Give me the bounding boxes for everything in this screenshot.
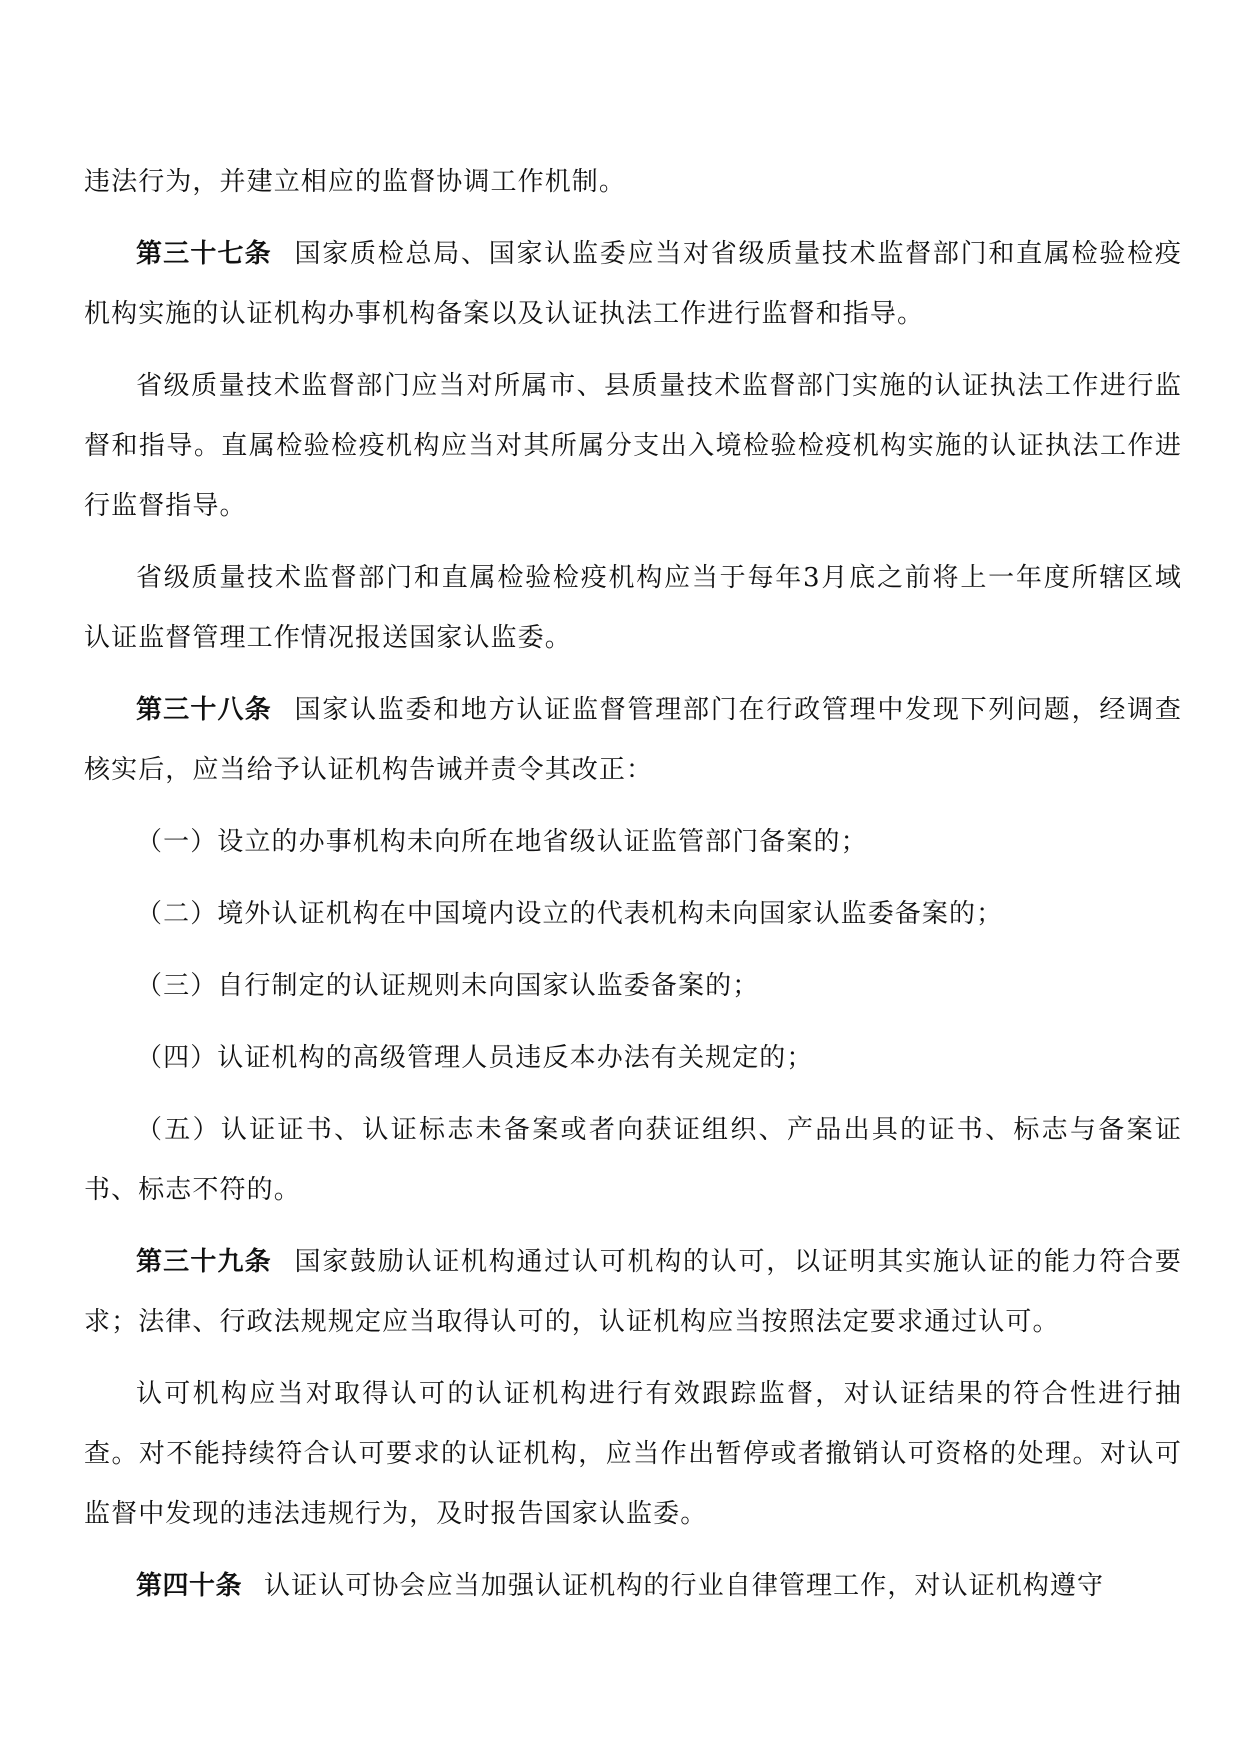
paragraph-text: 国家鼓励认证机构通过认可机构的认可，以证明其实施认证的能力符合要求；法律、行政法规规定应当取得认可的，认证机构应当按照法定要求通过认可。 [84, 1247, 1182, 1337]
paragraph [84, 356, 1182, 536]
list-item [84, 1028, 1182, 1088]
paragraph-text: 省级质量技术监督部门应当对所属市、县质量技术监督部门实施的认证执法工作进行监督和指导。直属检验检疫机构应当对其所属分支出入境检验检疫机构实施的认证执法工作进行监督指导。 [84, 371, 1182, 521]
paragraph-text: （二）境外认证机构在中国境内设立的代表机构未向国家认监委备案的； [136, 899, 1004, 929]
paragraph-text: 认证认可协会应当加强认证机构的行业自律管理工作，对认证机构遵守 [264, 1571, 1105, 1601]
paragraph [84, 548, 1182, 668]
paragraph-text: （三）自行制定的认证规则未向国家认监委备案的； [136, 971, 760, 1001]
paragraph-text: 国家认监委和地方认证监督管理部门在行政管理中发现下列问题，经调查核实后，应当给予认证机构告诫并责令其改正： [84, 695, 1182, 785]
article-heading: 第三十八条 [136, 695, 272, 725]
list-item [84, 884, 1182, 944]
paragraph-text: （四）认证机构的高级管理人员违反本办法有关规定的； [136, 1043, 814, 1073]
article-38-paragraph [84, 680, 1182, 800]
paragraph-text: 国家质检总局、国家认监委应当对省级质量技术监督部门和直属检验检疫机构实施的认证机构办事机构备案以及认证执法工作进行监督和指导。 [84, 239, 1182, 329]
article-heading: 第三十九条 [136, 1247, 272, 1277]
article-40-paragraph [84, 1556, 1182, 1616]
document-body [84, 152, 1182, 1628]
paragraph-text: 违法行为，并建立相应的监督协调工作机制。 [84, 167, 627, 197]
list-item [84, 812, 1182, 872]
article-39-paragraph [84, 1232, 1182, 1352]
list-item [84, 1100, 1182, 1220]
paragraph [84, 1364, 1182, 1544]
paragraph-text: （一）设立的办事机构未向所在地省级认证监管部门备案的； [136, 827, 868, 857]
list-item [84, 956, 1182, 1016]
paragraph-text: 省级质量技术监督部门和直属检验检疫机构应当于每年3月底之前将上一年度所辖区域认证监督管理工作情况报送国家认监委。 [84, 563, 1182, 653]
article-heading: 第四十条 [136, 1571, 243, 1601]
paragraph-text: 认可机构应当对取得认可的认证机构进行有效跟踪监督，对认证结果的符合性进行抽查。对不能持续符合认可要求的认证机构，应当作出暂停或者撤销认可资格的处理。对认可监督中发现的违法违规行为，及时报告国家认监委。 [84, 1379, 1182, 1529]
paragraph [84, 152, 1182, 212]
article-37-paragraph [84, 224, 1182, 344]
article-heading: 第三十七条 [136, 239, 272, 269]
paragraph-text: （五）认证证书、认证标志未备案或者向获证组织、产品出具的证书、标志与备案证书、标志不符的。 [84, 1115, 1182, 1205]
